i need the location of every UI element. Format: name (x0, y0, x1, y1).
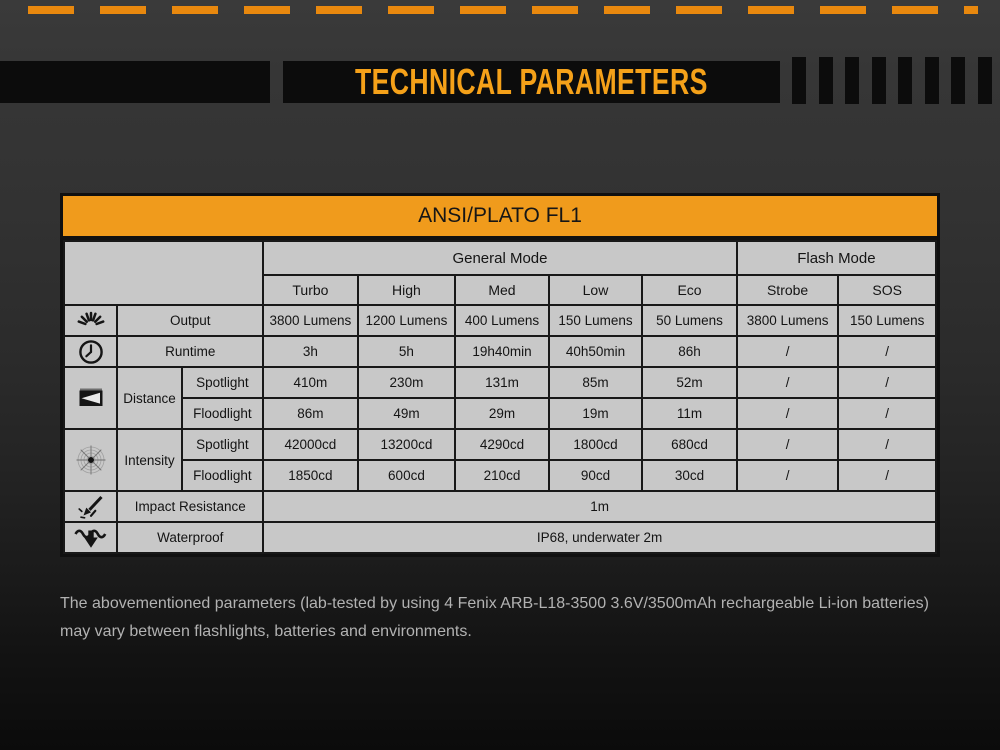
spec-table (63, 240, 937, 554)
distance-floodlight-turbo: 86m (263, 398, 358, 429)
impact-resistance-label: Impact Resistance (117, 491, 263, 522)
runtime-med: 19h40min (455, 336, 549, 367)
output-high: 1200 Lumens (358, 305, 456, 336)
intensity-label: Intensity (117, 429, 181, 491)
runtime-strobe: / (737, 336, 839, 367)
runtime-turbo: 3h (263, 336, 358, 367)
top-dashed-line (28, 6, 978, 14)
output-low: 150 Lumens (549, 305, 643, 336)
output-icon (64, 305, 117, 336)
decorative-bar (792, 57, 806, 104)
intensity-floodlight-eco: 30cd (642, 460, 737, 491)
distance-label: Distance (117, 367, 181, 429)
table-title: ANSI/PLATO FL1 (418, 204, 582, 227)
runtime-row (64, 336, 936, 367)
intensity-spotlight-low: 1800cd (549, 429, 643, 460)
distance-floodlight-row (64, 398, 936, 429)
banner-title-plate (283, 61, 780, 103)
intensity-spotlight-label: Spotlight (182, 429, 263, 460)
intensity-spotlight-sos: / (838, 429, 936, 460)
intensity-spotlight-turbo: 42000cd (263, 429, 358, 460)
intensity-floodlight-sos: / (838, 460, 936, 491)
decorative-bar (951, 57, 965, 104)
output-sos: 150 Lumens (838, 305, 936, 336)
intensity-floodlight-label: Floodlight (182, 460, 263, 491)
intensity-floodlight-turbo: 1850cd (263, 460, 358, 491)
distance-floodlight-sos: / (838, 398, 936, 429)
decorative-bar (925, 57, 939, 104)
intensity-floodlight-low: 90cd (549, 460, 643, 491)
distance-spotlight-med: 131m (455, 367, 549, 398)
intensity-floodlight-strobe: / (737, 460, 839, 491)
spec-table-container (60, 193, 940, 557)
decorative-bar (872, 57, 886, 104)
runtime-low: 40h50min (549, 336, 643, 367)
intensity-spotlight-strobe: / (737, 429, 839, 460)
distance-icon (64, 367, 117, 429)
impact-resistance-value: 1m (263, 491, 936, 522)
table-title-banner (63, 196, 937, 236)
impact-row (64, 491, 936, 522)
runtime-eco: 86h (642, 336, 737, 367)
footnote-line-1: The abovementioned parameters (lab-tested by using 4 Fenix ARB-L18-3500 3.6V/3500mAh rechargeable Li-ion batteries) (60, 595, 929, 612)
impact-resistance-icon (64, 491, 117, 522)
distance-spotlight-sos: / (838, 367, 936, 398)
waterproof-label: Waterproof (117, 522, 263, 553)
page-title: TECHNICAL PARAMETERS (355, 61, 708, 102)
decorative-bar (898, 57, 912, 104)
banner-right-bars (792, 57, 992, 104)
intensity-icon (64, 429, 117, 491)
output-strobe: 3800 Lumens (737, 305, 839, 336)
output-label: Output (117, 305, 263, 336)
intensity-floodlight-high: 600cd (358, 460, 456, 491)
intensity-spotlight-row (64, 429, 936, 460)
decorative-bar (845, 57, 859, 104)
waterproof-row (64, 522, 936, 553)
footnote-line-2: may vary between flashlights, batteries and environments. (60, 623, 472, 640)
distance-spotlight-label: Spotlight (182, 367, 263, 398)
col-header-med: Med (455, 275, 549, 305)
runtime-sos: / (838, 336, 936, 367)
decorative-bar (819, 57, 833, 104)
group-header-general-mode: General Mode (263, 241, 737, 275)
decorative-bar (978, 57, 992, 104)
intensity-floodlight-row (64, 460, 936, 491)
col-header-high: High (358, 275, 456, 305)
col-header-eco: Eco (642, 275, 737, 305)
distance-floodlight-eco: 11m (642, 398, 737, 429)
intensity-spotlight-med: 4290cd (455, 429, 549, 460)
output-turbo: 3800 Lumens (263, 305, 358, 336)
distance-floodlight-low: 19m (549, 398, 643, 429)
distance-floodlight-label: Floodlight (182, 398, 263, 429)
distance-floodlight-high: 49m (358, 398, 456, 429)
waterproof-value: IP68, underwater 2m (263, 522, 936, 553)
footnote (60, 590, 960, 646)
intensity-floodlight-med: 210cd (455, 460, 549, 491)
distance-spotlight-strobe: / (737, 367, 839, 398)
output-med: 400 Lumens (455, 305, 549, 336)
col-header-sos: SOS (838, 275, 936, 305)
group-header-flash-mode: Flash Mode (737, 241, 936, 275)
banner-left-bar (0, 61, 270, 103)
corner-cell (64, 241, 263, 305)
output-row (64, 305, 936, 336)
distance-spotlight-row (64, 367, 936, 398)
col-header-strobe: Strobe (737, 275, 839, 305)
runtime-icon (64, 336, 117, 367)
runtime-label: Runtime (117, 336, 263, 367)
intensity-spotlight-high: 13200cd (358, 429, 456, 460)
col-header-turbo: Turbo (263, 275, 358, 305)
distance-floodlight-strobe: / (737, 398, 839, 429)
runtime-high: 5h (358, 336, 456, 367)
col-header-low: Low (549, 275, 643, 305)
waterproof-icon (64, 522, 117, 553)
distance-spotlight-high: 230m (358, 367, 456, 398)
distance-spotlight-turbo: 410m (263, 367, 358, 398)
distance-floodlight-med: 29m (455, 398, 549, 429)
distance-spotlight-eco: 52m (642, 367, 737, 398)
output-eco: 50 Lumens (642, 305, 737, 336)
intensity-spotlight-eco: 680cd (642, 429, 737, 460)
title-banner-row (0, 61, 1000, 103)
distance-spotlight-low: 85m (549, 367, 643, 398)
